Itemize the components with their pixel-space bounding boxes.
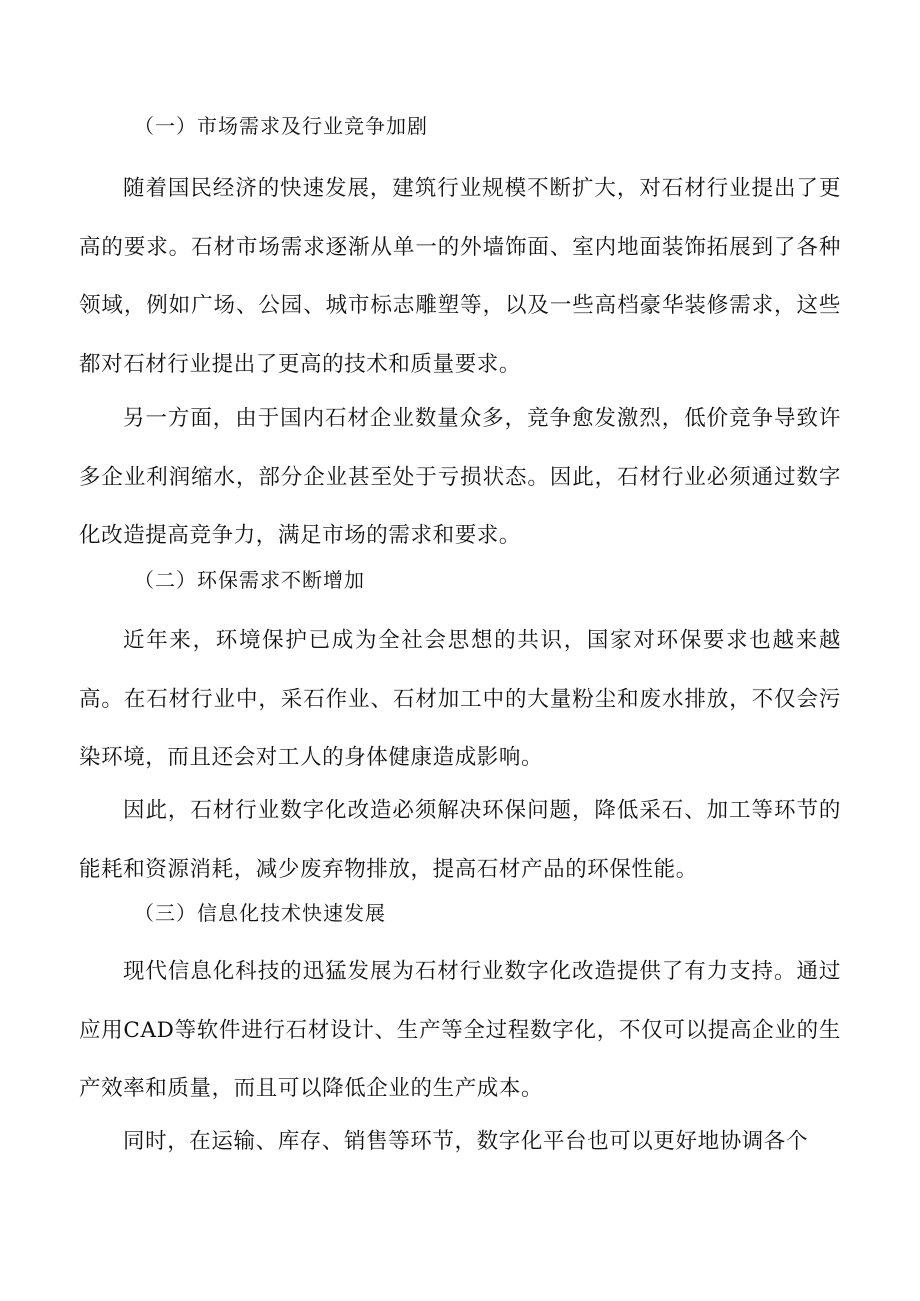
paragraph-environment-solution: 因此，石材行业数字化改造必须解决环保问题，降低采石、加工等环节的能耗和资源消耗，减少废弃物排放，提高石材产品的环保性能。 [79,798,841,882]
paragraph-it-development: 现代信息化科技的迅猛发展为石材行业数字化改造提供了有力支持。通过应用CAD等软件进行石材设计、生产等全过程数字化，不仅可以提高企业的生产效率和质量，而且可以降低企业的生产成本。 [79,959,841,1101]
paragraph-environment: 近年来，环境保护已成为全社会思想的共识，国家对环保要求也越来越高。在石材行业中，采石作业、石材加工中的大量粉尘和废水排放，不仅会污染环境，而且还会对工人的身体健康造成影响。 [79,628,841,770]
paragraph-competition: 另一方面，由于国内石材企业数量众多，竞争愈发激烈，低价竞争导致许多企业利润缩水，部分企业甚至处于亏损状态。因此，石材行业必须通过数字化改造提高竞争力，满足市场的需求和要求。 [79,406,841,548]
section-heading-1: （一）市场需求及行业竞争加剧 [134,114,428,138]
section-heading-3: （三）信息化技术快速发展 [134,901,386,925]
paragraph-market-demand: 随着国民经济的快速发展，建筑行业规模不断扩大，对石材行业提出了更高的要求。石材市场需求逐渐从单一的外墙饰面、室内地面装饰拓展到了各种领域，例如广场、公园、城市标志雕塑等，以及一些高档豪华装修需求，这些都对石材行业提出了更高的技术和质量要求。 [79,176,841,377]
paragraph-digital-platform: 同时，在运输、库存、销售等环节，数字化平台也可以更好地协调各个 [123,1129,809,1154]
section-heading-2: （二）环保需求不断增加 [134,568,365,592]
